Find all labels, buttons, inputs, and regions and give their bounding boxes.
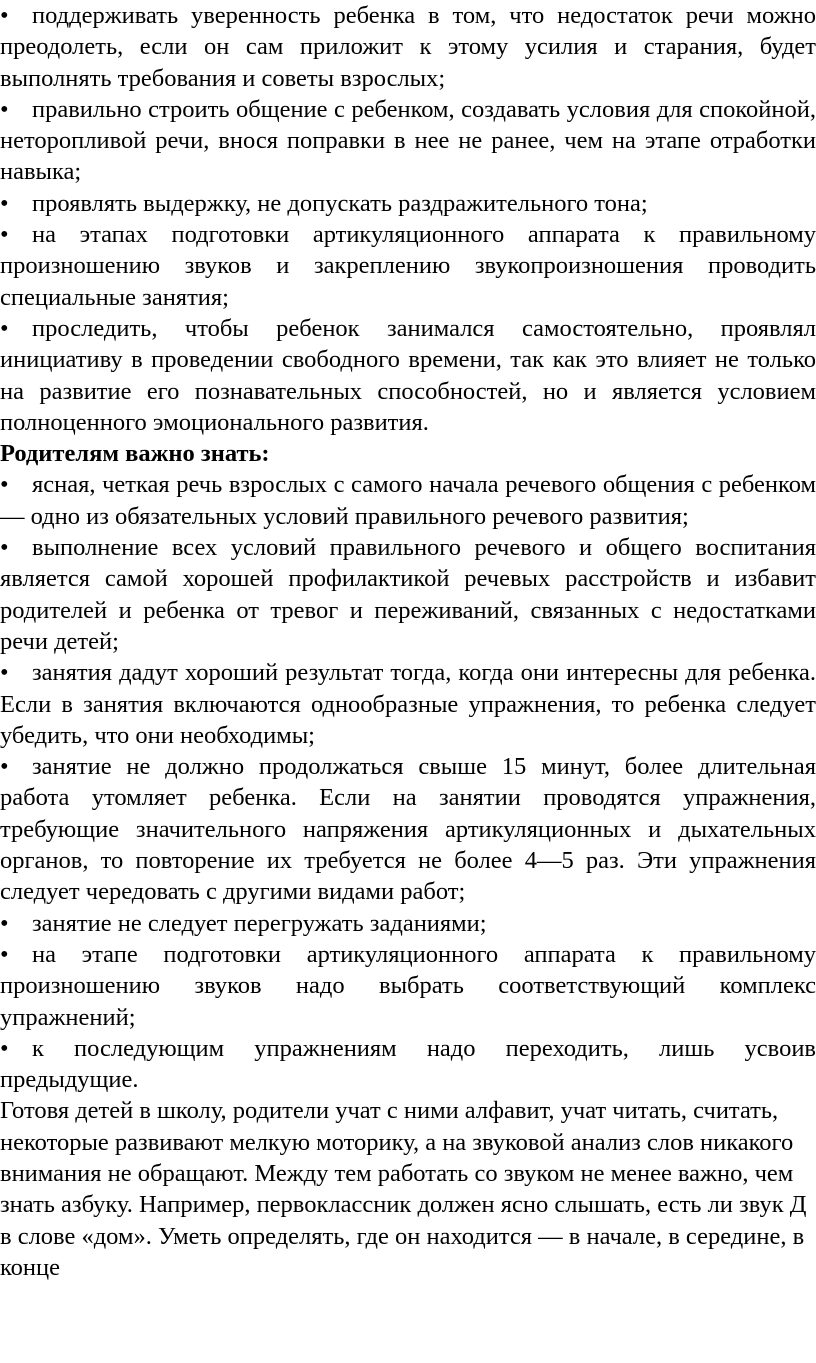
recommendations-list: [0, 0, 816, 438]
bullet-icon: •: [0, 189, 9, 217]
bullet-icon: •: [0, 1034, 9, 1062]
bullet-icon: •: [0, 314, 9, 342]
list-item-text: занятия дадут хороший результат тогда, когда они интересны для ребенка. Если в занятия включаются однообразные упражнения, то ребенка следует убедить, что они необходимы;: [0, 659, 816, 749]
bullet-icon: •: [0, 534, 9, 562]
list-item-text: проявлять выдержку, не допускать раздражительного тона;: [32, 189, 648, 217]
bullet-icon: •: [0, 221, 9, 249]
section-heading: Родителям важно знать:: [0, 440, 270, 468]
list-item-text: на этапе подготовки артикуляционного аппарата к правильному произношению звуков надо выбрать соответствующий комплекс упражнений;: [0, 940, 816, 1031]
bullet-icon: •: [0, 940, 9, 968]
closing-paragraph: Готовя детей в школу, родители учат с ними алфавит, учат читать, считать, некоторые развивают мелкую моторику, а на звуковой анализ слов никакого внимания не обращают. Между тем работать со звуком не менее важно, чем знать азбуку. Например, первоклассник должен ясно слышать, есть ли звук Д в слове «дом». Уметь определять, где он находится — в начале, в середине, в конце: [0, 1097, 807, 1281]
list-item-text: к последующим упражнениям надо переходить, лишь усвоив предыдущие.: [0, 1034, 816, 1094]
list-item: [0, 313, 816, 438]
bullet-icon: •: [0, 2, 9, 29]
list-item-text: поддерживать уверенность ребенка в том, что недостаток речи можно преодолеть, если он сам приложит к этому усилия и старания, будет выполнять требования и советы взрослых;: [0, 2, 816, 92]
list-item: [0, 469, 816, 532]
list-item: [0, 657, 816, 751]
list-item: [0, 751, 816, 907]
list-item: [0, 1033, 816, 1096]
list-item: [0, 908, 816, 939]
bullet-icon: •: [0, 909, 9, 937]
list-item-text: занятие не следует перегружать заданиями;: [32, 909, 487, 937]
parents-notes-list: [0, 469, 816, 1095]
list-item: [0, 939, 816, 1033]
bullet-icon: •: [0, 659, 9, 687]
list-item-text: занятие не должно продолжаться свыше 15 минут, более длительная работа утомляет ребенка. Если на занятии проводятся упражнения, требующие значительного напряжения артикуляционных и дыхательных органов, то повторение их требуется не более 4—5 раз. Эти упражнения следует чередовать с другими видами работ;: [0, 753, 816, 906]
list-item-text: на этапах подготовки артикуляционного аппарата к правильному произношению звуков и закреплению звукопроизношения проводить специальные занятия;: [0, 221, 816, 311]
list-item: [0, 0, 816, 94]
list-item-text: правильно строить общение с ребенком, создавать условия для спокойной, неторопливой речи, внося поправки в нее не ранее, чем на этапе отработки навыка;: [0, 95, 816, 186]
list-item: [0, 532, 816, 657]
list-item-text: ясная, четкая речь взрослых с самого начала речевого общения с ребенком — одно из обязательных условий правильного речевого развития;: [0, 471, 816, 530]
list-item: [0, 94, 816, 188]
list-item: [0, 188, 816, 219]
list-item-text: проследить, чтобы ребенок занимался самостоятельно, проявлял инициативу в проведении свободного времени, так как это влияет не только на развитие его познавательных способностей, но и является условием полноценного эмоционального развития.: [0, 314, 816, 436]
list-item-text: выполнение всех условий правильного речевого и общего воспитания является самой хорошей профилактикой речевых расстройств и избавит родителей и ребенка от тревог и переживаний, связанных с недостатками речи детей;: [0, 534, 816, 655]
bullet-icon: •: [0, 753, 9, 781]
bullet-icon: •: [0, 95, 9, 123]
bullet-icon: •: [0, 471, 9, 499]
list-item: [0, 219, 816, 313]
